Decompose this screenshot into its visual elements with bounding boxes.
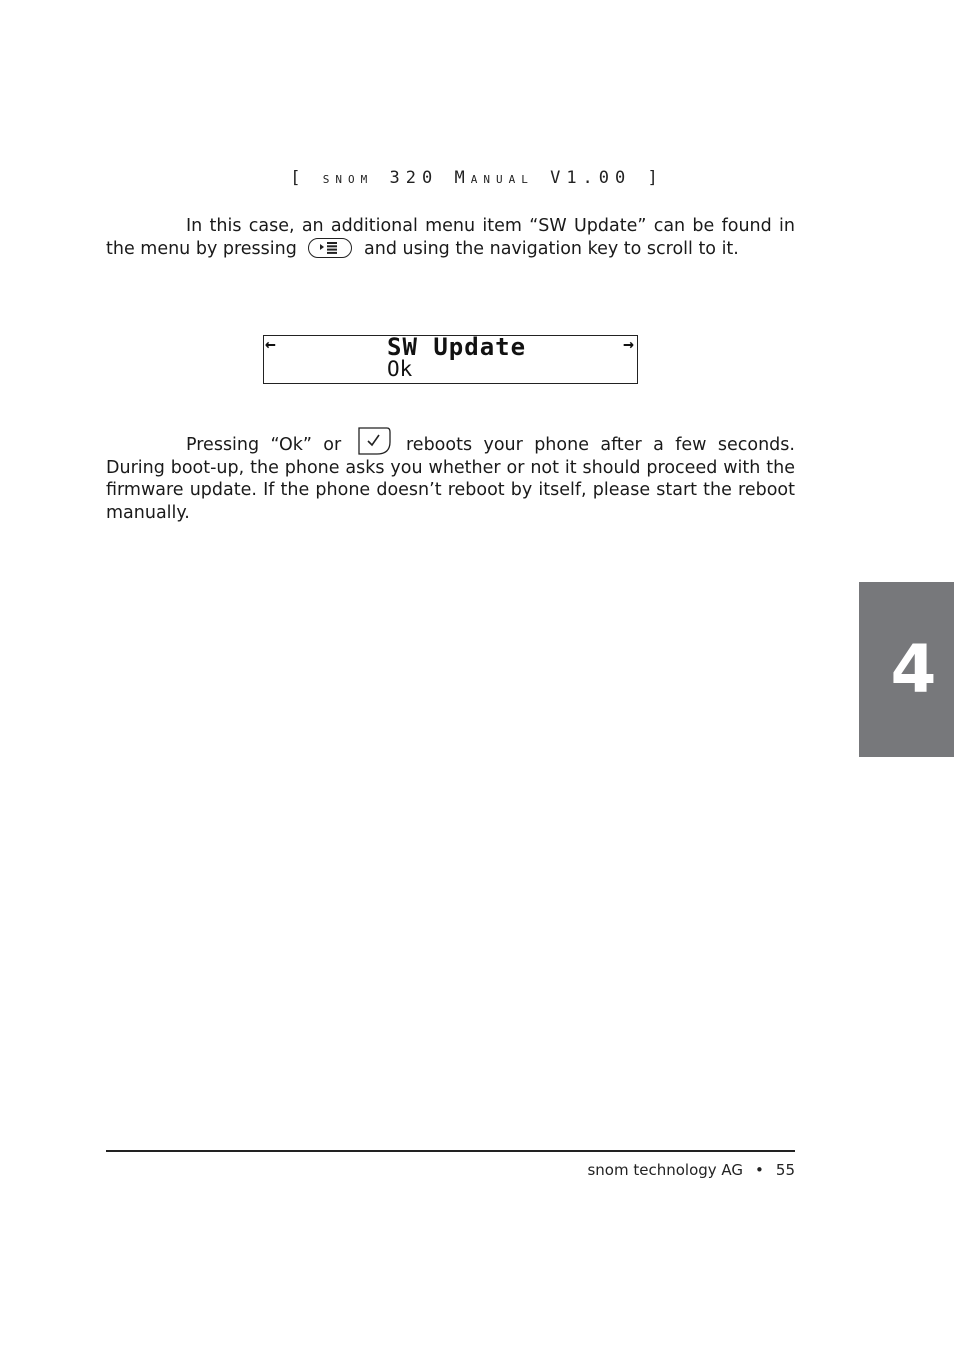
right-arrow-icon: → — [623, 334, 634, 355]
chapter-number: 4 — [890, 631, 937, 708]
header-manual: MANUAL — [454, 168, 534, 188]
footer-company: snom technology AG — [587, 1161, 744, 1179]
ok-key-icon — [357, 426, 391, 456]
chapter-tab — [859, 582, 954, 757]
paragraph2-text-before: Pressing “Ok” or — [186, 435, 342, 455]
paragraph-sw-update-menu — [106, 215, 795, 260]
menu-key-icon — [308, 238, 352, 258]
paragraph1-text-before: In this case, an additional menu item “SW Update” can be found in the menu by pressing — [106, 216, 795, 259]
header-bracket-close: ] — [647, 168, 664, 188]
header-brand: SNOM — [322, 173, 374, 186]
footer-rule — [106, 1150, 795, 1152]
display-line-2: Ok — [387, 357, 413, 381]
phone-display-screen — [263, 335, 638, 384]
header-version: V1.00 — [550, 168, 632, 188]
footer-page-number: 55 — [775, 1161, 795, 1179]
paragraph1-text-after: and using the navigation key to scroll to it. — [364, 238, 739, 259]
paragraph2-text-after: reboots your phone after a few seconds. During boot-up, the phone asks you whether or not it should proceed with the firmware update. If the phone doesn’t reboot by itself, please start the reboot manually. — [106, 435, 795, 523]
footer-bullet: • — [755, 1161, 764, 1179]
header-bracket-open: [ — [290, 168, 307, 188]
header-model: 320 — [389, 168, 439, 188]
left-arrow-icon: ← — [265, 334, 276, 355]
paragraph-reboot — [106, 426, 795, 524]
running-header — [0, 168, 954, 188]
display-line-1: SW Update — [387, 333, 527, 361]
page-footer — [587, 1161, 795, 1179]
